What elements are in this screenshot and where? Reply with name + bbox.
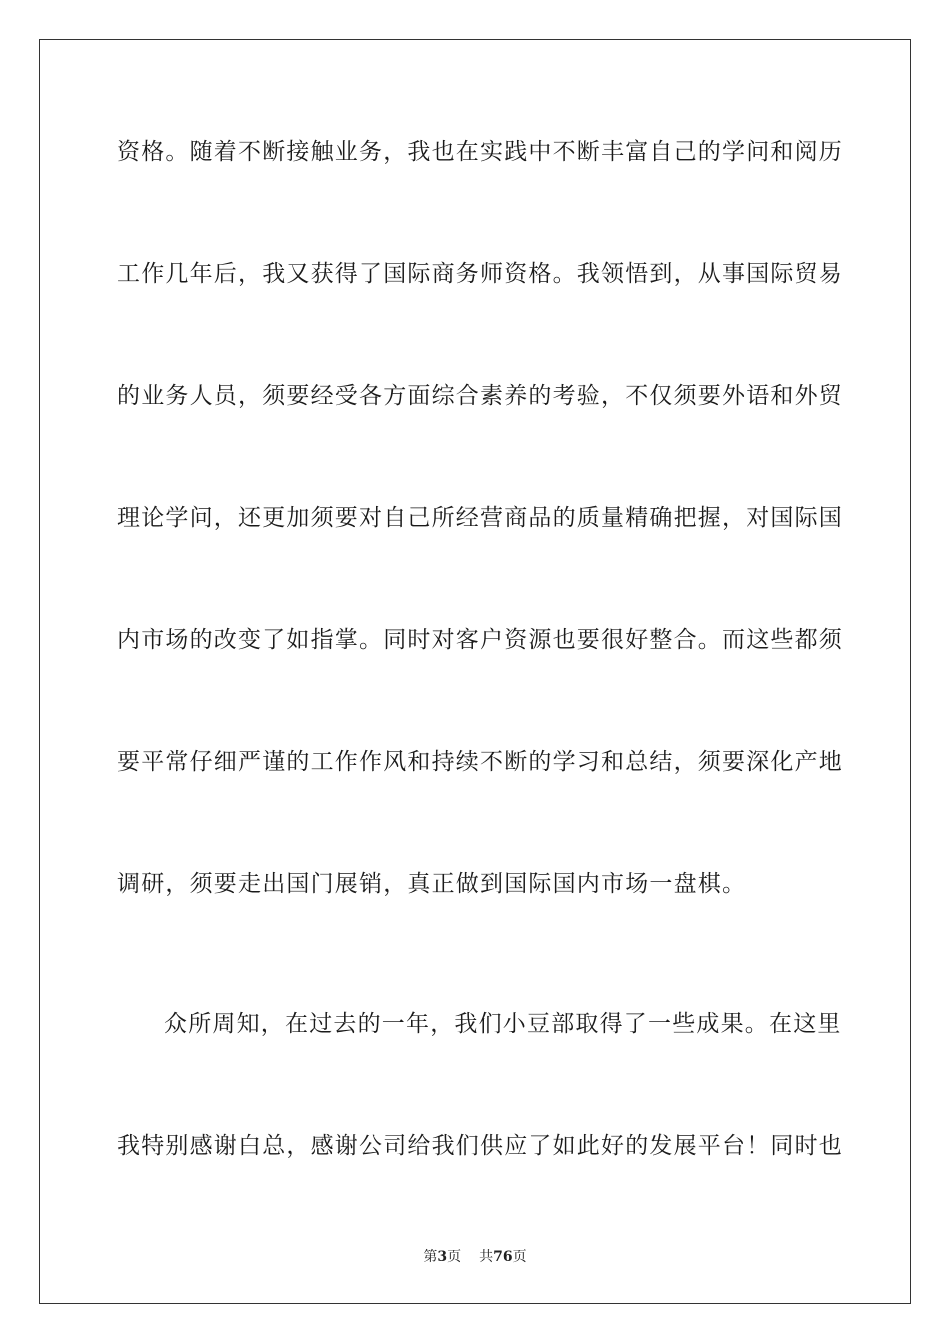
total-pages: 76 [493, 1249, 513, 1265]
body-text-line-4: 理论学问，还更加须要对自己所经营商品的质量精确把握，对国际国 [117, 505, 843, 531]
page-footer [0, 1247, 950, 1267]
body-text-line-9: 我特别感谢白总，感谢公司给我们供应了如此好的发展平台！同时也 [117, 1133, 843, 1159]
body-text-line-5: 内市场的改变了如指掌。同时对客户资源也要很好整合。而这些都须 [117, 627, 843, 653]
page-number: 3 [437, 1249, 448, 1265]
body-text-line-3: 的业务人员，须要经受各方面综合素养的考验，不仅须要外语和外贸 [117, 383, 843, 409]
page-prefix: 第 [423, 1249, 438, 1265]
body-text-line-6: 要平常仔细严谨的工作作风和持续不断的学习和总结，须要深化产地 [117, 749, 843, 775]
page-border [39, 39, 911, 1304]
total-prefix: 共 [479, 1249, 494, 1265]
body-text-line-1: 资格。随着不断接触业务，我也在实践中不断丰富自己的学问和阅历 [117, 139, 843, 165]
total-suffix: 页 [512, 1249, 527, 1265]
body-text-line-2: 工作几年后，我又获得了国际商务师资格。我领悟到，从事国际贸易 [117, 261, 843, 287]
body-text-line-7: 调研，须要走出国门展销，真正做到国际国内市场一盘棋。 [117, 871, 747, 897]
page-suffix: 页 [447, 1249, 462, 1265]
body-text-line-8: 众所周知，在过去的一年，我们小豆部取得了一些成果。在这里 [164, 1011, 842, 1037]
